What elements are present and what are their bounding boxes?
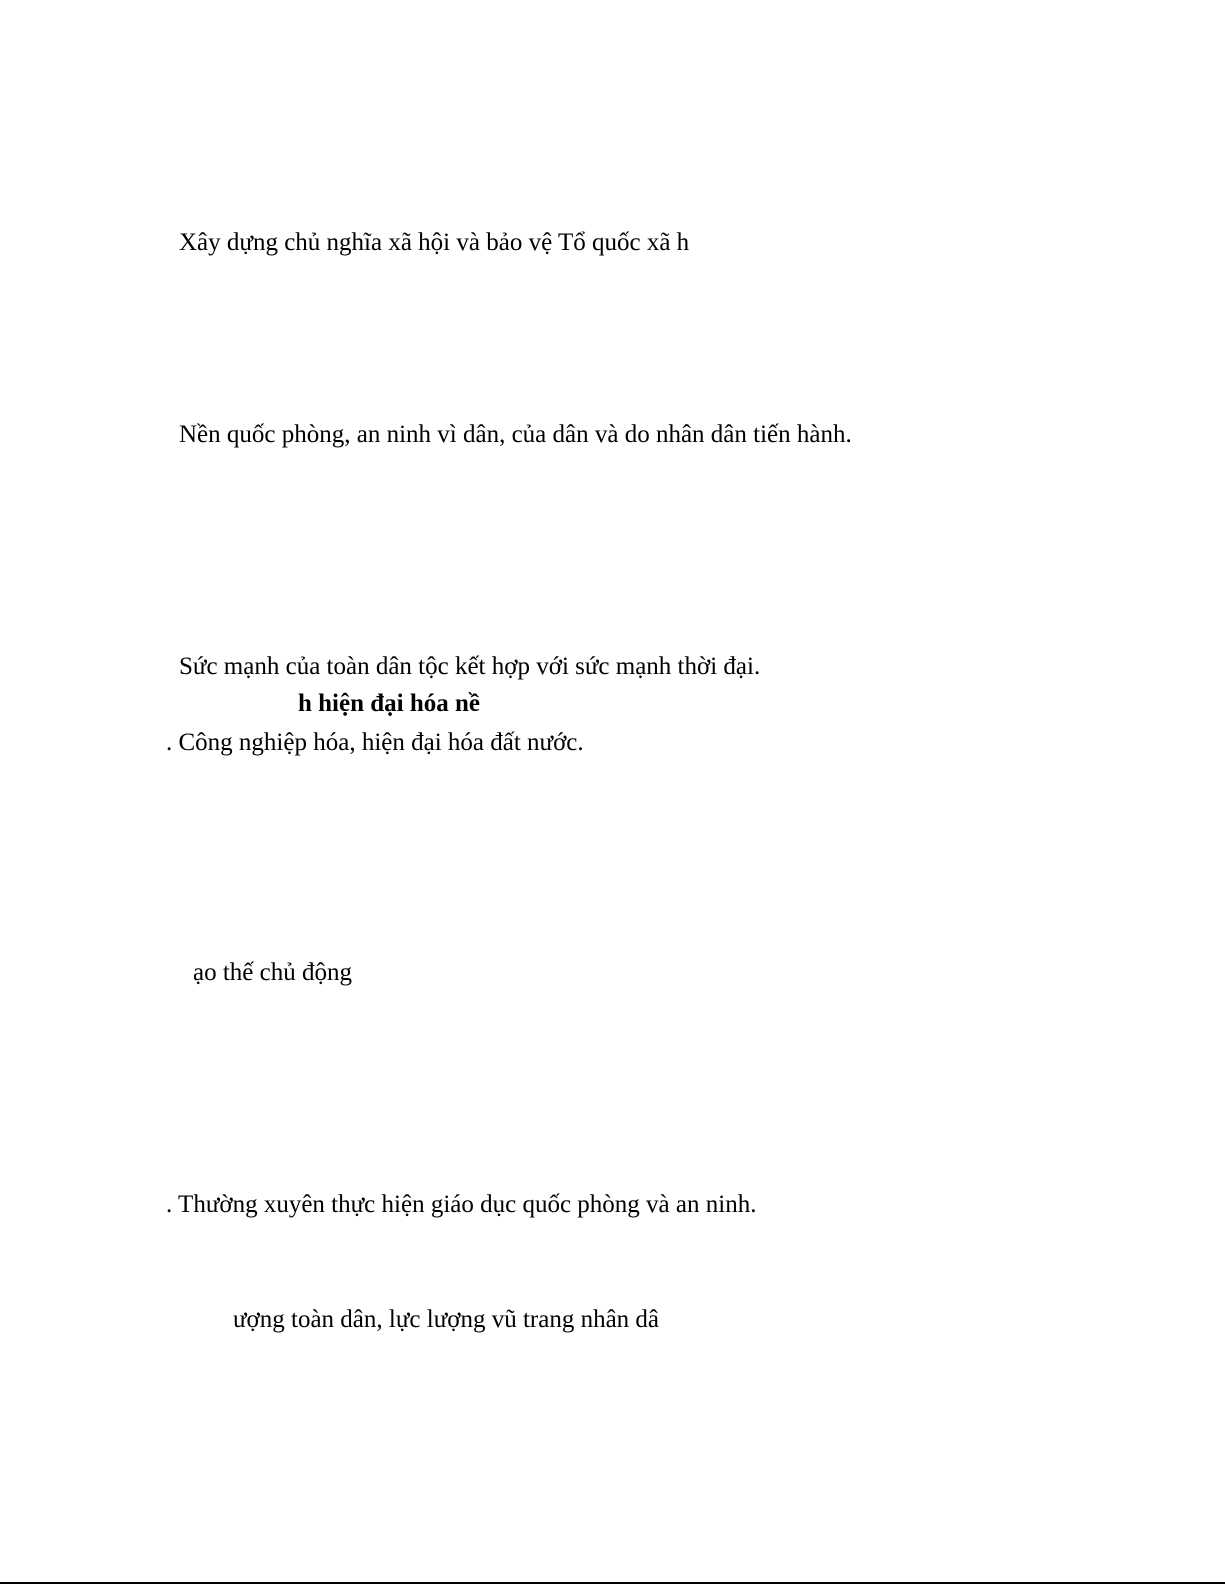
text-line: . Thường xuyên thực hiện giáo dục quốc phòng và an ninh. [166,1191,757,1218]
text-line: Sức mạnh của toàn dân tộc kết hợp với sức mạnh thời đại. [179,653,761,680]
text-line: ạo thế chủ động [193,959,352,986]
text-line: Nền quốc phòng, an ninh vì dân, của dân và do nhân dân tiến hành. [179,421,852,448]
heading-fragment: h hiện đại hóa nề [298,690,481,717]
text-line: ượng toàn dân, lực lượng vũ trang nhân dâ [233,1306,660,1333]
text-line: Xây dựng chủ nghĩa xã hội và bảo vệ Tổ quốc xã h [179,229,690,256]
text-line: . Công nghiệp hóa, hiện đại hóa đất nước. [166,729,584,756]
bottom-rule [0,1582,1225,1584]
